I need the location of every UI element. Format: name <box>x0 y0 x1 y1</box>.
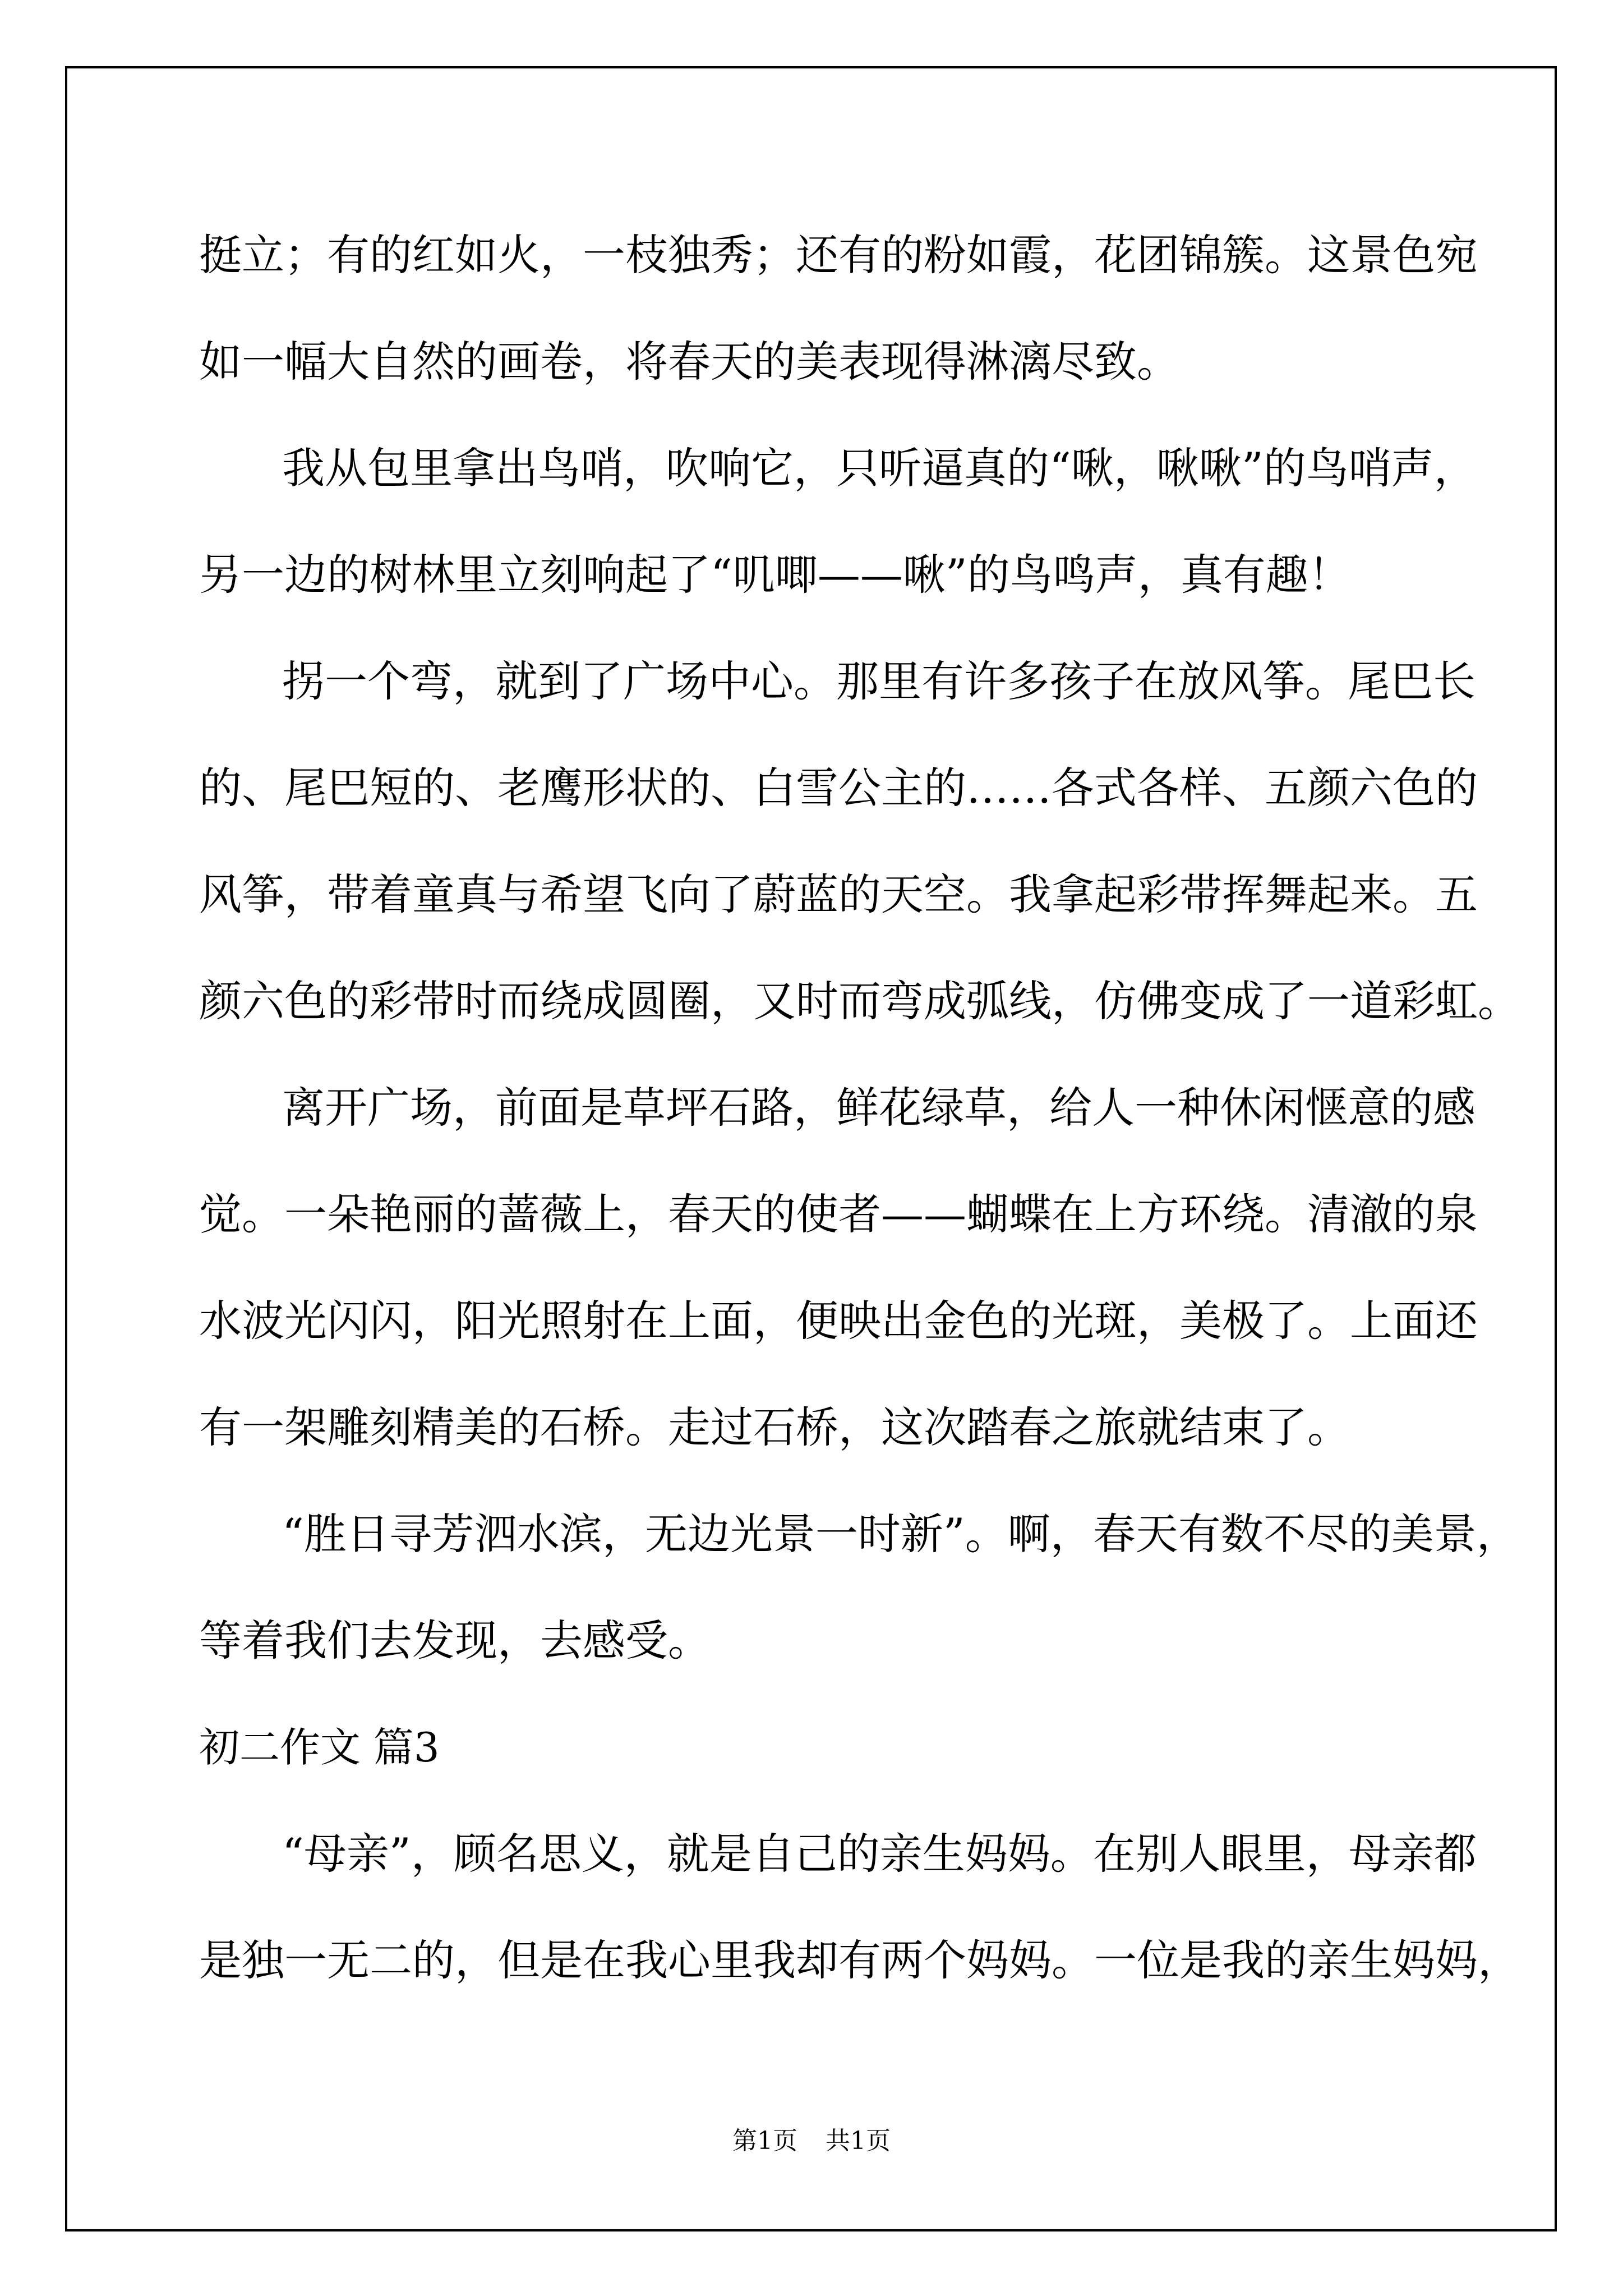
text-line: 另一边的树林里立刻响起了“叽唧——啾”的鸟鸣声，真有趣！ <box>199 550 1351 600</box>
page-footer <box>0 2120 1623 2156</box>
text-line: 是独一无二的，但是在我心里我却有两个妈妈。一位是我的亲生妈妈， <box>199 1935 1520 1985</box>
text-line: 等着我们去发现，去感受。 <box>199 1616 711 1665</box>
text-line: 有一架雕刻精美的石桥。走过石桥，这次踏春之旅就结束了。 <box>199 1402 1350 1452</box>
text-line: 觉。一朵艳丽的蔷薇上，春天的使者——蝴蝶在上方环绕。清澈的泉 <box>199 1189 1478 1239</box>
text-line: 如一幅大自然的画卷，将春天的美表现得淋漓尽致。 <box>199 337 1179 386</box>
page-number: 第1页 <box>732 2127 797 2155</box>
text-line: 风筝，带着童真与希望飞向了蔚蓝的天空。我拿起彩带挥舞起来。五 <box>199 869 1478 919</box>
page-total: 共1页 <box>826 2127 891 2155</box>
text-line: 拐一个弯，就到了广场中心。那里有许多孩子在放风筝。尾巴长 <box>282 656 1476 706</box>
text-line: 颜六色的彩带时而绕成圆圈，又时而弯成弧线，仿佛变成了一道彩虹。 <box>199 976 1520 1026</box>
text-line: 挺立；有的红如火，一枝独秀；还有的粉如霞，花团锦簇。这景色宛 <box>199 230 1478 280</box>
document-body <box>199 202 1520 2014</box>
text-line: 的、尾巴短的、老鹰形状的、白雪公主的……各式各样、五颜六色的 <box>199 763 1478 813</box>
text-line: 离开广场，前面是草坪石路，鲜花绿草，给人一种休闲惬意的感 <box>282 1083 1476 1133</box>
text-line: “母亲”，顾名思义，就是自己的亲生妈妈。在别人眼里，母亲都 <box>282 1829 1477 1879</box>
text-line: 水波光闪闪，阳光照射在上面，便映出金色的光斑，美极了。上面还 <box>199 1296 1478 1346</box>
section-heading: 初二作文 篇3 <box>199 1724 440 1771</box>
text-line: 我从包里拿出鸟哨，吹响它，只听逼真的“啾，啾啾”的鸟哨声， <box>282 443 1477 493</box>
text-line: “胜日寻芳泗水滨，无边光景一时新”。啊，春天有数不尽的美景， <box>282 1509 1519 1559</box>
